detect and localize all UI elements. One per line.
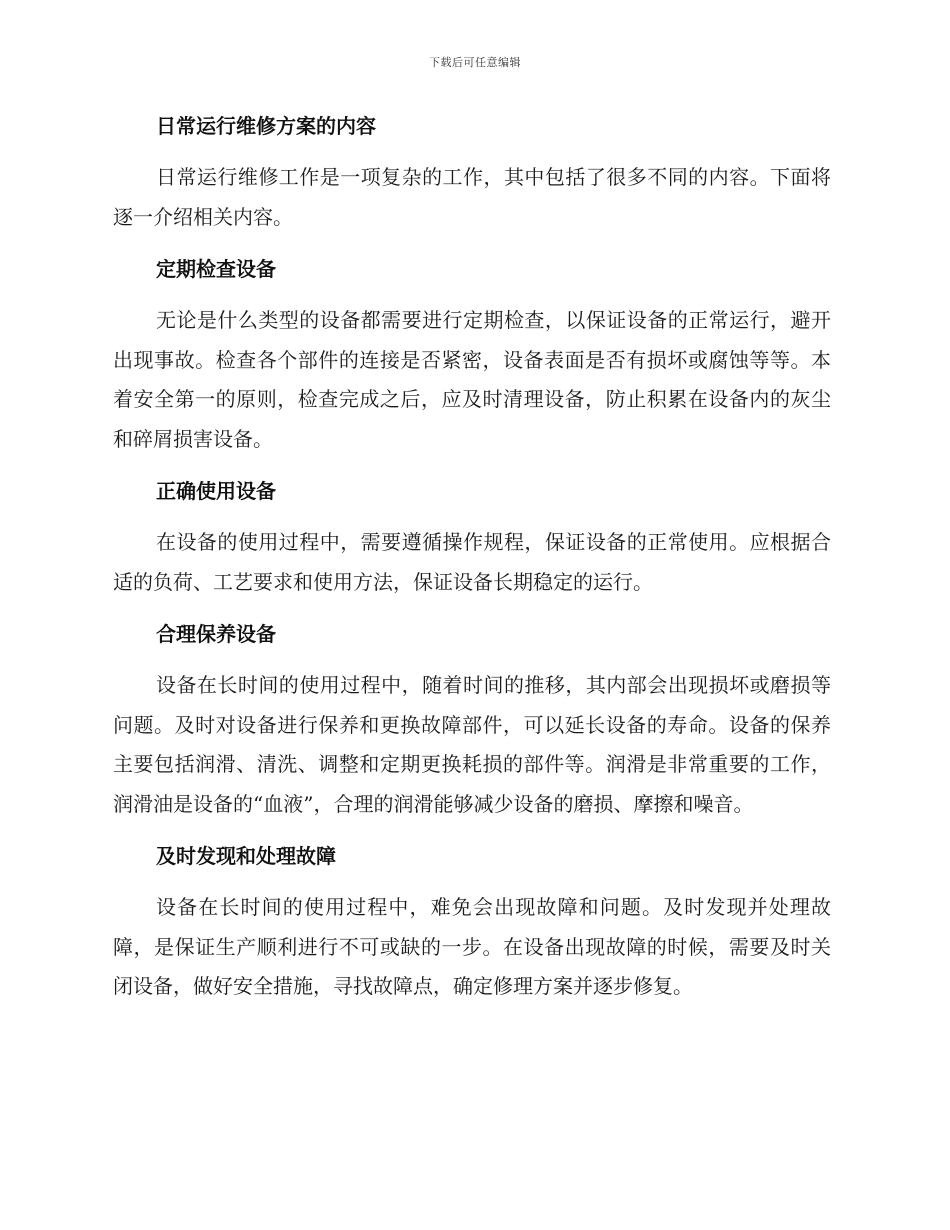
- section-paragraph-fault-handling: 设备在长时间的使用过程中，难免会出现故障和问题。及时发现并处理故障，是保证生产顺利进行不可或缺的一步。在设备出现故障的时候，需要及时关闭设备，做好安全措施，寻找故障点，确定修理方案并逐步修复。: [113, 895, 831, 998]
- page-header: 下载后可任意编辑: [429, 56, 521, 69]
- section-paragraph-correct-usage: 在设备的使用过程中，需要遵循操作规程，保证设备的正常使用。应根据合适的负荷、工艺要求和使用方法，保证设备长期稳定的运行。: [113, 530, 831, 594]
- section-paragraph-maintenance: 设备在长时间的使用过程中，随着时间的推移，其内部会出现损坏或磨损等问题。及时对设备进行保养和更换故障部件，可以延长设备的寿命。设备的保养主要包括润滑、清洗、调整和定期更换耗损的部件等。润滑是非常重要的工作，润滑油是设备的“血液”，合理的润滑能够减少设备的磨损、摩擦和噪音。: [113, 673, 831, 816]
- section-paragraph-regular-inspection: 无论是什么类型的设备都需要进行定期检查，以保证设备的正常运行，避开出现事故。检查各个部件的连接是否紧密，设备表面是否有损坏或腐蚀等等。本着安全第一的原则，检查完成之后，应及时清理设备，防止积累在设备内的灰尘和碎屑损害设备。: [113, 308, 831, 451]
- section-heading-correct-usage: 正确使用设备: [156, 479, 276, 503]
- section-heading-fault-handling: 及时发现和处理故障: [156, 844, 336, 868]
- section-paragraph-overview: 日常运行维修工作是一项复杂的工作，其中包括了很多不同的内容。下面将逐一介绍相关内容。: [113, 165, 831, 229]
- section-heading-overview: 日常运行维修方案的内容: [156, 114, 376, 138]
- section-heading-maintenance: 合理保养设备: [156, 622, 276, 646]
- document-body: [113, 108, 831, 1021]
- section-heading-regular-inspection: 定期检查设备: [156, 257, 276, 281]
